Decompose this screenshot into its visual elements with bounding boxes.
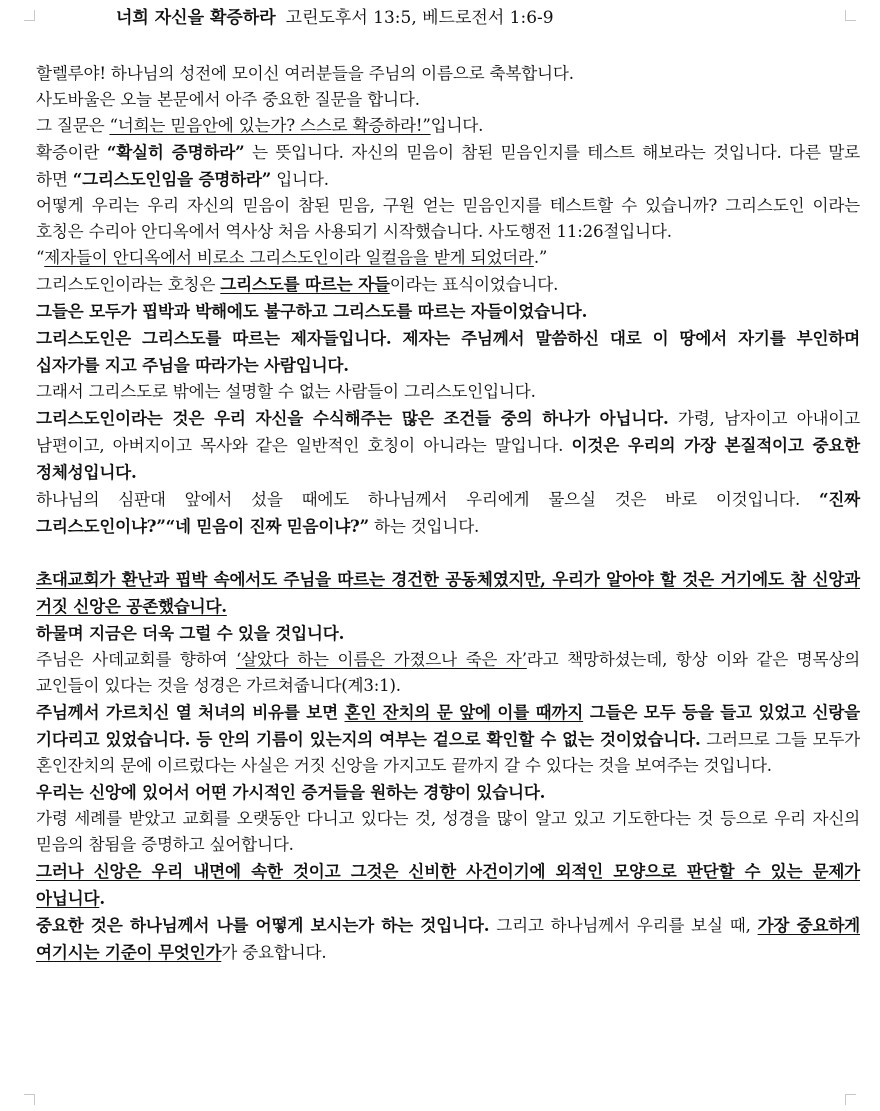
paragraph [36,61,860,87]
paragraph [36,298,860,325]
paragraph [36,87,860,113]
text-run: 가 중요합니다. [221,943,327,962]
crop-mark-bottom-right [845,1094,856,1105]
sermon-title [116,5,860,31]
text-run: 혼인 잔치의 문 앞에 이를 때까지 [344,702,584,722]
text-run: “그리스도인임을 증명하라” [72,169,272,189]
text-run: 제자들이 안디옥에서 비로소 그리스도인이라 일컬음을 받게 되었더라 [44,248,534,267]
paragraph [36,699,860,779]
text-run: 하는 것입니다. [368,517,480,536]
paragraph [36,271,860,298]
crop-mark-top-left [24,10,35,21]
text-run: 이것은 우리의 가장 본질적이고 중요한 정체성입니다. [36,435,860,482]
text-run: 라고 책망하셨는데, 항상 이와 같은 명목상의 교인들이 있다는 것을 성경은 가르쳐줍니다(계3:1). [36,650,860,695]
text-run: 초대교회가 환난과 핍박 속에서도 주님을 따르는 경건한 공동체였지만, 우리가 알아야 할 것은 거기에도 참 신앙과 거짓 신앙은 공존했습니다. [36,569,860,616]
text-run: 는 뜻입니다. 자신의 믿음이 참된 믿음인지를 테스트 해보라는 것입니다. 다른 말로 하면 [36,143,860,189]
text-run: 그리스도인은 그리스도를 따르는 제자들입니다. 제자는 주님께서 말씀하신 대로 이 땅에서 자기를 부인하며 십자가를 지고 주님을 따라가는 사람입니다. [36,328,860,375]
text-run: 이라는 표식이었습니다. [389,275,559,294]
paragraph [36,486,860,540]
text-run: 하나님의 심판대 앞에서 섰을 때에도 하나님께서 우리에게 물으실 것은 바로 이것입니다. [36,490,819,509]
text-run: 그리고 하나님께서 우리를 보실 때, [489,916,758,935]
crop-mark-bottom-left [24,1094,35,1105]
title-main: 너희 자신을 확증하라 [116,8,276,28]
paragraph [36,806,860,858]
text-run: 그들은 모두 등을 들고 있었고 신랑을 기다리고 있었습니다. 등 안의 기름이 있는지의 여부는 겉으로 확인할 수 없는 것이었습니다. [36,702,860,749]
text-run: 확증이란 [36,143,107,162]
document-body [36,61,860,966]
text-run: 그리스도인이라는 호칭은 [36,275,221,294]
paragraph [36,325,860,379]
text-run: 입니다. [430,116,484,135]
paragraph [36,566,860,620]
text-run: “확실히 증명하라” [106,142,245,162]
paragraph [36,779,860,806]
blank-line [36,540,860,566]
paragraph [36,193,860,245]
text-run: 사도바울은 오늘 본문에서 아주 중요한 질문을 합니다. [36,90,420,109]
text-run: 그러므로 그들 모두가 혼인잔치의 문에 이르렀다는 사실은 거짓 신앙을 가지고도 끝까지 갈 수 있다는 것을 보여주는 것입니다. [36,730,860,775]
text-run: 주님은 사데교회를 향하여 [36,650,237,669]
paragraph [36,647,860,699]
text-run: 입니다. [271,170,329,189]
paragraph [36,912,860,966]
paragraph [36,139,860,193]
text-run: 가장 중요하게 여기시는 기준이 무엇인가 [36,915,861,962]
text-run: “너희는 믿음안에 있는가? 스스로 확증하라!” [109,116,431,135]
text-run: .” [533,248,548,267]
text-run: 가령 세례를 받았고 교회를 오랫동안 다니고 있다는 것, 성경을 많이 알고 있고 기도한다는 것 등으로 우리 자신의 믿음의 참됨을 증명하고 싶어합니다. [36,809,860,854]
paragraph [36,379,860,405]
document-page [36,5,860,966]
text-run: 할렐루야! 하나님의 성전에 모이신 여러분들을 주님의 이름으로 축복합니다. [36,64,574,83]
paragraph [36,245,860,271]
text-run: . [99,888,105,908]
paragraph [36,858,860,912]
text-run: 그 질문은 [36,116,110,135]
paragraph [36,405,860,486]
text-run: 주님께서 가르치신 열 처녀의 비유를 보면 [36,702,345,722]
text-run: 가령, 남자이고 아내이고 남편이고, 아버지이고 목사와 같은 일반적인 호칭이 아니라는 말입니다. [36,409,860,455]
text-run: 그들은 모두가 핍박과 박해에도 불구하고 그리스도를 따르는 자들이었습니다. [36,301,588,321]
text-run: “진짜 그리스도인이냐?”“네 믿음이 진짜 믿음이냐?” [36,489,860,536]
text-run: 하물며 지금은 더욱 그럴 수 있을 것입니다. [36,623,345,643]
text-run: 어떻게 우리는 우리 자신의 믿음이 참된 믿음, 구원 얻는 믿음인지를 테스트할 수 있습니까? 그리스도인 이라는 호칭은 수리아 안디옥에서 역사상 처음 사용되기 시작했습니다. 사도행전 11:26절입니다. [36,196,860,241]
text-run: 그리스도를 따르는 자들 [220,274,390,294]
paragraph [36,620,860,647]
text-run: “ [36,248,45,267]
text-run: 그래서 그리스도로 밖에는 설명할 수 없는 사람들이 그리스도인입니다. [36,382,536,401]
text-run: 중요한 것은 하나님께서 나를 어떻게 보시는가 하는 것입니다. [36,915,490,935]
text-run: 우리는 신앙에 있어서 어떤 가시적인 증거들을 원하는 경향이 있습니다. [36,782,546,802]
text-run: 그러나 신앙은 우리 내면에 속한 것이고 그것은 신비한 사건이기에 외적인 모양으로 판단할 수 있는 문제가 아닙니다 [36,861,860,908]
text-run: ‘살았다 하는 이름은 가졌으나 죽은 자’ [236,650,527,669]
title-scripture-reference: 고린도후서 13:5, 베드로전서 1:6-9 [285,8,554,28]
text-run: 그리스도인이라는 것은 우리 자신을 수식해주는 많은 조건들 중의 하나가 아닙니다. [36,408,669,428]
paragraph [36,113,860,139]
title-gap [36,31,860,61]
